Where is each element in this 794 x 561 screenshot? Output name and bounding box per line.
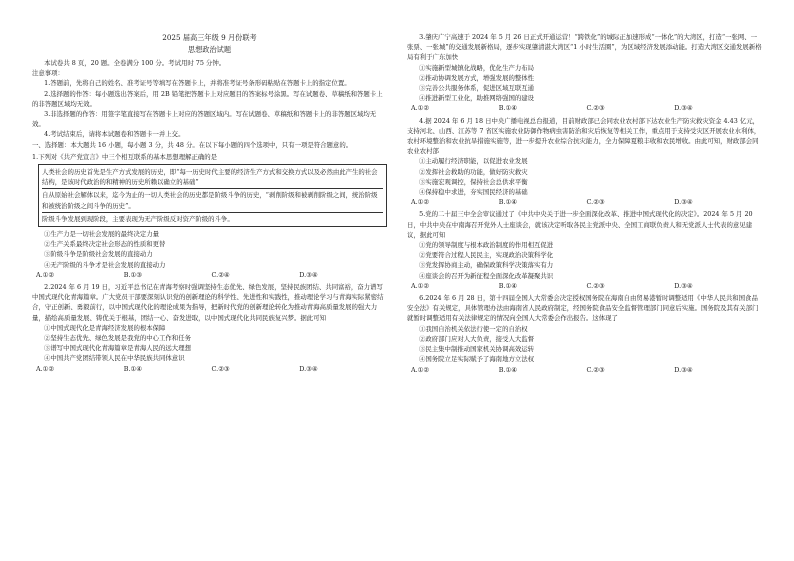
- option-d: D.③④: [299, 364, 318, 373]
- statement-list: [32, 229, 387, 270]
- option-c: C.②③: [586, 198, 605, 207]
- option-c: C.②③: [211, 364, 230, 373]
- statement-item: ③实施宏观调控，保持社会总供求平衡: [419, 177, 528, 186]
- question-6: [407, 293, 762, 375]
- answer-options: [407, 197, 762, 207]
- statement-item: ③民主集中制推动国家机关协调高效运转: [419, 345, 535, 354]
- statement-item: ③党发挥协商主动，确保政策科学决策落实有力: [419, 261, 554, 270]
- question-stem: 5.党的二十届三中全会审议通过了《中共中央关于进一步全面深化改革、推进中国式现代化的决定》。2024 年 5 月 20 日，中共中央在中南海召开党外人士座谈会，就该决定听取各民主党派中央、全国工商联负责人和无党派人士代表的意见建议，据此可知: [407, 210, 753, 239]
- option-a: A.①②: [36, 270, 55, 279]
- option-c: C.②③: [586, 365, 605, 374]
- option-c: C.②③: [586, 104, 605, 113]
- question-stem: 2.2024 年 6 月 19 日，习近平总书记在青海考察时强调坚持生态优先、绿色发展，坚持民族团结、共同富裕，奋力谱写中国式现代化青海篇章。广大党员干部要深刻认识党的创新理论的科学性、先进性和实践性，推动理论学习与青海实际紧密结合，守正创新、勇毅前行，以中国式现代化的理论成果为指导，把新时代党的创新理论转化为推动青海高质量发展的强大力量，描绘高质量发展、铸优关于根基，团结一心、奋发进取，以中国式现代化共同民族复兴梦。据此可知: [32, 283, 384, 322]
- question-stem: 6.2024 年 6 月 28 日，第十四届全国人大常委会决定授权国务院在海南自由贸易港暂时调整适用《中华人民共和国食品安全法》有关规定，具体管理办法由海南省人民政府制定，经国务院食品安全监督管理部门同意后实施。国务院及其有关部门就暂时调整适用有关法律规定的情况向全国人大常委会作出报告。这体现了: [407, 294, 759, 323]
- question-1: [32, 152, 387, 280]
- right-column: [407, 30, 762, 549]
- option-d: D.③④: [674, 281, 693, 290]
- question-4: [407, 116, 762, 208]
- option-b: B.①④: [498, 104, 517, 113]
- notice-item: 3.非选择题的作答：用签字笔直接写在答题卡上对应的答题区域内。写在试题卷、草稿纸和答题卡上的非答题区域均无效。: [32, 110, 377, 129]
- option-c: C.②③: [586, 281, 605, 290]
- statement-item: ①实施新型城镇化战略，优化生产力布局: [419, 63, 535, 72]
- statement-list: [407, 240, 762, 281]
- option-b: B.①④: [498, 198, 517, 207]
- question-stem: 4.据 2024 年 6 月 18 日中央广播电视总台报道，目前财政部已会同农业农村部下达农业生产防灾救灾资金 4.43 亿元，支持河北、山西、江苏等 7 省区实施农业防御作物病虫害防治和灾后恢复等相关工作，重点用于支持受灾区开展农业水利体，农村环境整治和农业抗旱措施实施等，进一步提升农业综合抗灾能力，全力保障夏粮丰收和农民增收。由此可知，财政部会同农业农村部: [407, 116, 761, 156]
- statement-item: ②党要符合过程人民民主，实现政治决策科学化: [419, 251, 554, 260]
- question-3: [407, 32, 762, 114]
- statement-list: [407, 324, 762, 365]
- option-a: A.①②: [411, 365, 430, 374]
- option-a: A.①②: [411, 198, 430, 207]
- statement-item: ②推动协调发展方式，增强发展的整体性: [419, 73, 535, 82]
- question-5: [407, 209, 762, 291]
- option-d: D.③④: [674, 104, 693, 113]
- statement-item: ④推进新型工业化，助推网络强国的建设: [419, 94, 535, 103]
- statement-item: ④无产阶级的斗争才是社会发展的直接动力: [44, 260, 166, 269]
- exam-intro: 本试卷共 8 页，20 题。全卷满分 100 分。考试用时 75 分钟。: [44, 59, 226, 67]
- option-b: B.①④: [123, 364, 142, 373]
- statement-item: ①党的领导制度与根本政治制度的作用相互促进: [419, 241, 554, 250]
- statement-item: ④座谈会的召开为新征程全面深化改革凝聚共识: [419, 271, 554, 280]
- statement-item: ②生产关系最终决定社会形态的性质和更替: [44, 240, 166, 249]
- answer-options: [407, 281, 762, 291]
- option-a: A.①②: [411, 281, 430, 290]
- answer-options: [32, 270, 387, 280]
- option-d: D.③④: [674, 365, 693, 374]
- statement-item: ②发挥社会救助的功能，做好防灾救灾: [419, 167, 528, 176]
- option-a: A.①②: [36, 364, 55, 373]
- option-a: A.①②: [411, 104, 430, 113]
- option-d: D.③④: [299, 270, 318, 279]
- material-row: 人类社会的历史首先是生产方式发展的历史，即“每一历史时代主要的经济生产方式和交换方式以及必然由此产生的社会结构，是该时代政治的和精神的历史所赖以确立的基础”: [42, 166, 383, 189]
- option-b: B.①③: [123, 270, 142, 279]
- material-row: 阶级斗争发展到现阶段，主要表现为无产阶级反对资产阶级的斗争。: [42, 214, 234, 223]
- statement-item: ①生产力是一切社会发展的最终决定力量: [44, 230, 160, 239]
- statement-list: [407, 63, 762, 104]
- question-stem: 3.肇庆广宁高速于 2024 年 5 月 26 日正式开通运营！“跨铁化”的城际正加速形成“一体化”的大湾区，打造“一张网、一张票、一张城”的交通发展新格局，逐步实现肇清湛大湾区“1 小时生活圈”，为区域经济发展添动能。打造大湾区交通发展新格局有利于广东加快: [407, 33, 762, 62]
- material-row: 自从原始社会解体以来，迄今为止的一切人类社会的历史都是阶级斗争的历史，“剥削阶级和被剥削阶级之间，统治阶级和被统治阶级之间斗争的历史”。: [42, 189, 383, 212]
- option-c: C.②④: [211, 270, 230, 279]
- option-d: D.③④: [674, 198, 693, 207]
- option-b: B.①④: [498, 365, 517, 374]
- statement-item: ①主动履行经济职能，以促进农业发展: [419, 157, 528, 166]
- answer-options: [407, 103, 762, 113]
- statement-item: ④保持稳中求进，夯实国民经济的基础: [419, 188, 528, 197]
- statement-item: ①我国自治机关依法行使一定的自治权: [419, 324, 528, 333]
- answer-options: [32, 364, 387, 374]
- exam-subject: 思想政治试题: [187, 45, 232, 54]
- exam-title: 2025 届高三年级 9 月份联考: [162, 33, 257, 42]
- answer-options: [407, 365, 762, 375]
- statement-item: ④中国共产党团结带领人民在中华民族共同体意识: [44, 354, 185, 363]
- question-stem: 1.下列对《共产党宣言》中三个相互联系的基本思想理解正确的是: [32, 152, 218, 161]
- notice-item: 4.考试结束后，请将本试题卷和答题卡一并上交。: [44, 130, 185, 139]
- statement-item: ③阶级斗争是阶级社会发展的直接动力: [44, 250, 153, 259]
- statement-item: ③完善公共服务体系，促进区域互联互通: [419, 84, 535, 93]
- left-column: [32, 30, 387, 549]
- notice-item: 2.选择题的作答：每小题选出答案后，用 2B 铅笔把答题卡上对应题目的答案标号涂黑。写在试题卷、草稿纸和答题卡上的非答题区域均无效。: [32, 89, 383, 108]
- statement-item: ④国务院立足实际赋予了海南地方立法权: [419, 355, 535, 364]
- statement-list: [407, 156, 762, 197]
- option-b: B.①④: [498, 281, 517, 290]
- section-heading: 一、选择题：本大题共 16 小题，每小题 3 分，共 48 分。在以下每小题的四个选项中，只有一项是符合题意的。: [32, 140, 353, 149]
- statement-item: ②政府部门应对人大负责，接受人大监督: [419, 334, 535, 343]
- material-table: [38, 164, 387, 227]
- statement-item: ②坚持生态优先、绿色发展是我党的中心工作和任务: [44, 334, 191, 343]
- notice-item: 1.答题前，先将自己的姓名、准考证号等填写在答题卡上，并将准考证号条形码粘贴在答题卡上的指定位置。: [44, 79, 351, 88]
- question-2: [32, 282, 387, 374]
- statement-list: [32, 323, 387, 364]
- statement-item: ①中国式现代化是青海经济发展的根本保障: [44, 323, 166, 332]
- statement-item: ③谱写中国式现代化青海篇章是青海人民的远大理想: [44, 344, 191, 353]
- notice-title: 注意事项：: [32, 69, 64, 78]
